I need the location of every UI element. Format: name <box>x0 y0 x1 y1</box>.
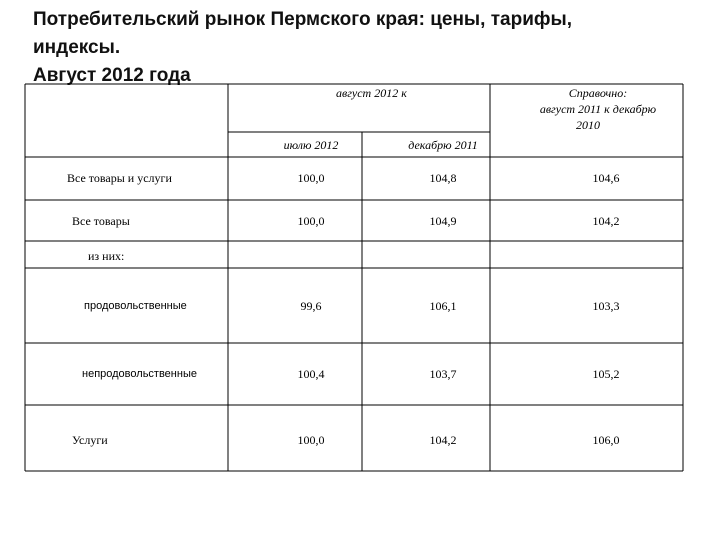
header-reference-line-1: Справочно: <box>568 86 628 100</box>
cell-non-food-december: 103,7 <box>429 367 457 381</box>
cell-all-goods-services-reference: 104,6 <box>592 171 620 185</box>
cell-all-goods-services-december: 104,8 <box>429 171 457 185</box>
cell-services-july: 100,0 <box>297 433 325 447</box>
cell-food-reference: 103,3 <box>592 299 620 313</box>
cell-all-goods-july: 100,0 <box>297 214 325 228</box>
title-line-1: Потребительский рынок Пермского края: цены, тарифы, <box>33 9 573 30</box>
header-reference-line-3: 2010 <box>576 118 600 132</box>
cell-non-food-reference: 105,2 <box>592 367 620 381</box>
header-col-december: декабрю 2011 <box>408 138 478 152</box>
row-label-food: продовольственные <box>84 300 187 312</box>
cell-services-december: 104,2 <box>429 433 457 447</box>
title-line-3: Август 2012 года <box>33 65 191 86</box>
row-label-non-food: непродовольственные <box>82 368 197 380</box>
cell-all-goods-reference: 104,2 <box>592 214 620 228</box>
title-line-2: индексы. <box>33 37 121 58</box>
row-label-all-goods: Все товары <box>72 214 130 228</box>
cell-food-july: 99,6 <box>300 299 322 313</box>
cell-all-goods-services-july: 100,0 <box>297 171 325 185</box>
row-label-services: Услуги <box>72 433 108 447</box>
cell-services-reference: 106,0 <box>592 433 620 447</box>
row-label-of-which: из них: <box>88 249 125 263</box>
header-col-july: июлю 2012 <box>283 138 339 152</box>
page-title <box>33 6 713 90</box>
header-group-label: август 2012 к <box>336 86 407 100</box>
cell-all-goods-december: 104,9 <box>429 214 457 228</box>
header-reference-line-2: август 2011 к декабрю <box>539 102 657 116</box>
cell-food-december: 106,1 <box>429 299 457 313</box>
cell-non-food-july: 100,4 <box>297 367 325 381</box>
row-label-all-goods-services: Все товары и услуги <box>67 171 172 185</box>
